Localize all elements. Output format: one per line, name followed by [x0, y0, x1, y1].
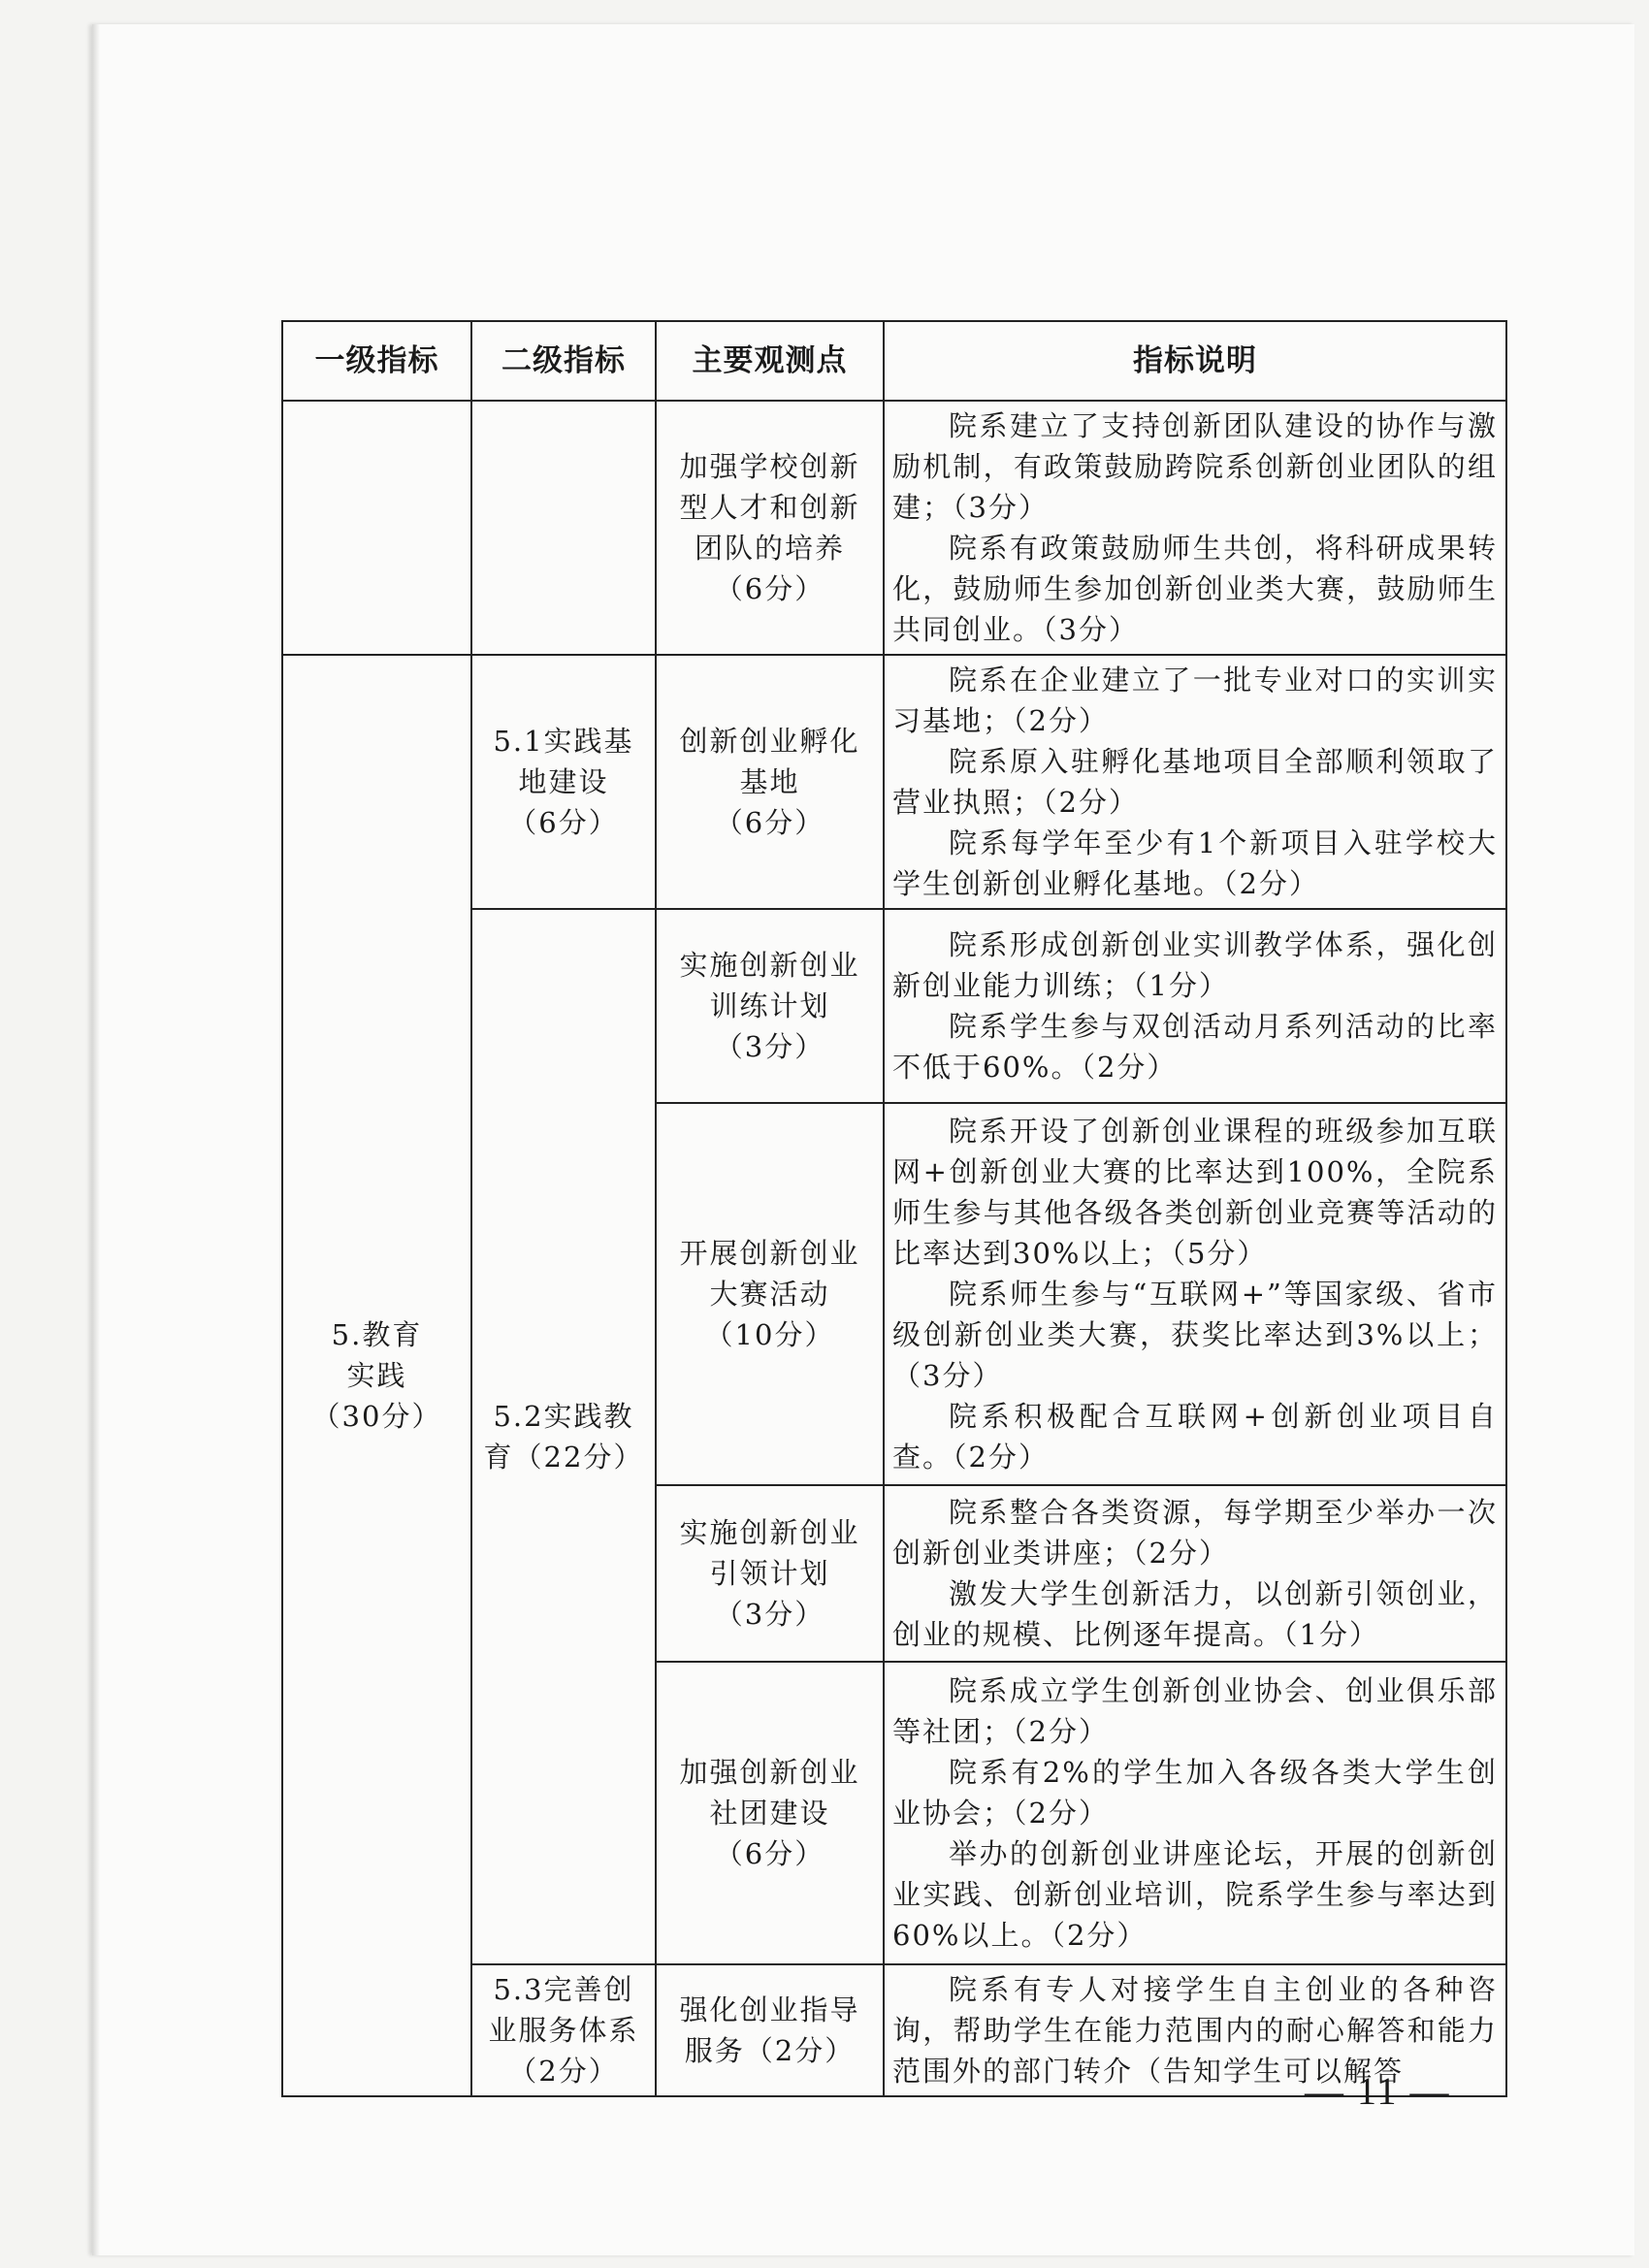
observation-cell [656, 1103, 884, 1485]
level2-cell [471, 1964, 656, 2096]
description-cell [884, 401, 1506, 655]
description-paragraph: 院系在企业建立了一批专业对口的实训实习基地；（2分） [892, 664, 1498, 737]
description-paragraph: 院系有政策鼓励师生共创，将科研成果转化，鼓励师生参加创新创业类大赛，鼓励师生共同创业。（3分） [892, 532, 1498, 646]
page-number: — 11 — [1305, 2069, 1451, 2113]
description-cell [884, 1662, 1506, 1964]
observation-cell [656, 909, 884, 1103]
description-paragraph: 院系整合各类资源，每学期至少举办一次创新创业类讲座；（2分） [892, 1496, 1498, 1570]
description-paragraph: 院系形成创新创业实训教学体系，强化创新创业能力训练；（1分） [892, 928, 1498, 1002]
observation-text: 实施创新创业 引领计划 （3分） [679, 1516, 860, 1631]
description-paragraph: 院系有专人对接学生自主创业的各种咨询，帮助学生在能力范围内的耐心解答和能力范围外的部门转介（告知学生可以解答 [892, 1973, 1498, 2088]
observation-text: 加强学校创新 型人才和创新 团队的培养 （6分） [679, 450, 860, 605]
description-paragraph: 院系开设了创新创业课程的班级参加互联网+创新创业大赛的比率达到100%，全院系师生参与其他各级各类创新创业竞赛等活动的比率达到30%以上；（5分） [892, 1115, 1498, 1270]
description-paragraph: 院系建立了支持创新团队建设的协作与激励机制，有政策鼓励跨院系创新创业团队的组建；（3分） [892, 409, 1498, 524]
header-description: 指标说明 [884, 321, 1506, 401]
observation-text: 加强创新创业 社团建设 （6分） [679, 1756, 860, 1870]
level2-text: 5.2实践教 育（22分） [483, 1400, 644, 1474]
level2-cell-empty [471, 401, 656, 655]
observation-cell [656, 401, 884, 655]
level1-text: 5.教育 实践 （30分） [311, 1318, 442, 1433]
description-paragraph: 院系成立学生创新创业协会、创业俱乐部等社团；（2分） [892, 1674, 1498, 1748]
table-row [282, 655, 1506, 909]
observation-cell [656, 1662, 884, 1964]
header-observation: 主要观测点 [656, 321, 884, 401]
description-cell [884, 655, 1506, 909]
page-edge-shadow [92, 24, 100, 2255]
table-header-row [282, 321, 1506, 401]
level2-cell [471, 909, 656, 1964]
observation-cell [656, 1964, 884, 2096]
description-paragraph: 举办的创新创业讲座论坛，开展的创新创业实践、创新创业培训，院系学生参与率达到60%以上。（2分） [892, 1837, 1498, 1952]
indicator-table [281, 320, 1507, 2097]
description-paragraph: 院系有2%的学生加入各级各类大学生创业协会；（2分） [892, 1756, 1498, 1830]
observation-cell [656, 655, 884, 909]
observation-text: 开展创新创业 大赛活动 （10分） [679, 1237, 860, 1351]
observation-text: 强化创业指导 服务（2分） [679, 1993, 860, 2067]
observation-text: 实施创新创业 训练计划 （3分） [679, 949, 860, 1063]
description-paragraph: 激发大学生创新活力，以创新引领创业，创业的规模、比例逐年提高。（1分） [892, 1577, 1498, 1651]
table-row [282, 401, 1506, 655]
level2-text: 5.3完善创 业服务体系 （2分） [488, 1973, 639, 2088]
level1-cell-empty [282, 401, 471, 655]
description-cell [884, 909, 1506, 1103]
description-paragraph: 院系学生参与双创活动月系列活动的比率不低于60%。（2分） [892, 1010, 1498, 1084]
observation-cell [656, 1485, 884, 1662]
level2-cell [471, 655, 656, 909]
description-paragraph: 院系积极配合互联网+创新创业项目自查。（2分） [892, 1400, 1498, 1474]
observation-text: 创新创业孵化 基地 （6分） [679, 725, 860, 839]
description-paragraph: 院系每学年至少有1个新项目入驻学校大学生创新创业孵化基地。（2分） [892, 826, 1498, 900]
description-cell [884, 1103, 1506, 1485]
header-level1: 一级指标 [282, 321, 471, 401]
description-cell [884, 1485, 1506, 1662]
header-level2: 二级指标 [471, 321, 656, 401]
description-paragraph: 院系原入驻孵化基地项目全部顺利领取了营业执照；（2分） [892, 745, 1498, 819]
level1-cell [282, 655, 471, 2096]
description-paragraph: 院系师生参与“互联网+”等国家级、省市级创新创业类大赛，获奖比率达到3%以上；（3分） [892, 1278, 1498, 1392]
level2-text: 5.1实践基 地建设 （6分） [493, 725, 634, 839]
